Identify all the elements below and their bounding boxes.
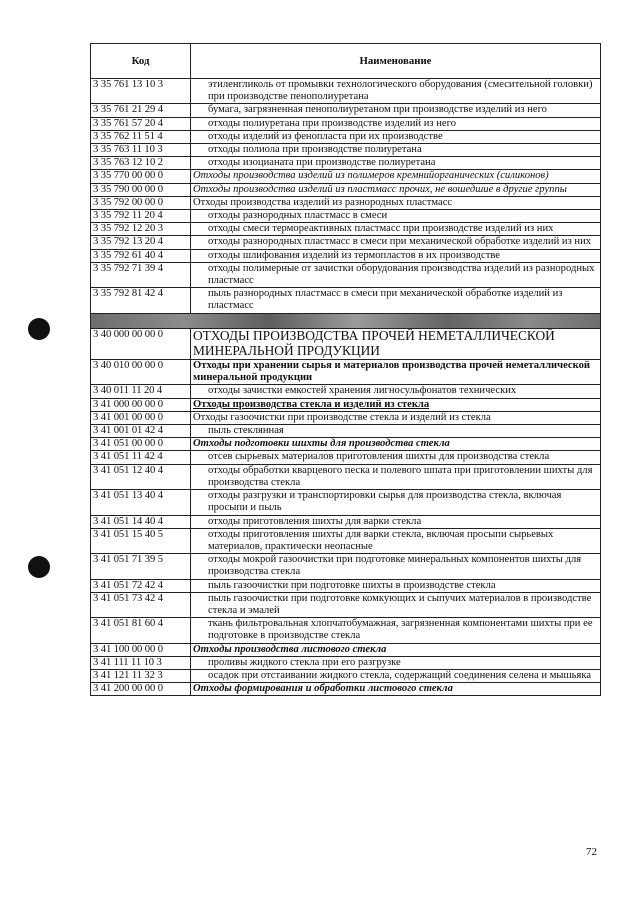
row-name [191, 438, 601, 451]
row-name-text: проливы жидкого стекла при его разгрузке [208, 656, 401, 668]
row-name-text: Отходы производства изделий из разнородных пластмасс [193, 196, 453, 208]
row-code: 3 41 001 01 42 4 [91, 425, 191, 438]
row-name-text: отходы разнородных пластмасс в смеси при механической обработке изделий из них [208, 236, 592, 248]
row-code: 3 35 770 00 00 0 [91, 170, 191, 183]
row-name [191, 618, 601, 643]
row-name-text: отходы полиуретана при производстве изделий из него [208, 117, 457, 129]
row-code: 3 35 790 00 00 0 [91, 183, 191, 196]
table-row [91, 528, 601, 553]
table-row [91, 579, 601, 592]
row-name-text: отходы разгрузки и транспортировки сырья для производства стекла, включая просыпи и пыль [208, 490, 562, 514]
row-name [191, 117, 601, 130]
row-name [191, 411, 601, 424]
table-row [91, 554, 601, 579]
table-row [91, 438, 601, 451]
table-row [91, 683, 601, 696]
table-row [91, 288, 601, 313]
row-name-text: Отходы производства стекла и изделий из стекла [193, 398, 430, 410]
row-name [191, 528, 601, 553]
row-code: 3 41 051 71 39 5 [91, 554, 191, 579]
row-name [191, 385, 601, 398]
row-name [191, 669, 601, 682]
row-name [191, 515, 601, 528]
row-name-text: отходы изделий из фенопласта при их производстве [208, 130, 443, 142]
row-code: 3 35 792 12 20 3 [91, 223, 191, 236]
table-row [91, 398, 601, 411]
row-name-text: отходы полимерные от зачистки оборудования производства изделий из разнородных пластмасс [208, 262, 595, 287]
table-row [91, 210, 601, 223]
row-name-text: Отходы производства изделий из пластмасс прочих, не вошедшие в другие группы [193, 183, 567, 195]
row-name-text: пыль газоочистки при подготовке шихты в производстве стекла [208, 579, 496, 591]
table-row [91, 236, 601, 249]
row-name-text: Отходы производства листового стекла [193, 643, 387, 655]
row-name [191, 249, 601, 262]
row-code: 3 41 051 11 42 4 [91, 451, 191, 464]
row-code: 3 35 792 13 20 4 [91, 236, 191, 249]
row-code: 3 41 051 12 40 4 [91, 464, 191, 489]
row-code: 3 41 051 14 40 4 [91, 515, 191, 528]
row-name-text: ткань фильтровальная хлопчатобумажная, загрязненная компонентами шихты при ее подготовке в производстве стекла [208, 618, 593, 642]
table-row [91, 262, 601, 287]
table-separator-band [91, 313, 601, 328]
row-name-text: Отходы подготовки шихты для производства стекла [193, 438, 450, 450]
row-name-text: бумага, загрязненная пенополиуретаном при производстве изделий из него [208, 104, 547, 116]
row-name [191, 130, 601, 143]
table-row [91, 79, 601, 104]
row-code: 3 41 111 11 10 3 [91, 656, 191, 669]
row-name-text: пыль газоочистки при подготовке комкующих и сыпучих материалов в производстве стекла и эмалей [208, 592, 592, 616]
row-name [191, 398, 601, 411]
table-row [91, 592, 601, 617]
table-row [91, 643, 601, 656]
table-row [91, 360, 601, 385]
row-name [191, 425, 601, 438]
table-row [91, 183, 601, 196]
row-name [191, 183, 601, 196]
row-code: 3 40 011 11 20 4 [91, 385, 191, 398]
separator-cell [91, 313, 601, 328]
row-code: 3 35 792 11 20 4 [91, 210, 191, 223]
row-name [191, 328, 601, 359]
row-name [191, 360, 601, 385]
row-code: 3 41 100 00 00 0 [91, 643, 191, 656]
row-code: 3 41 051 15 40 5 [91, 528, 191, 553]
row-name [191, 592, 601, 617]
row-name [191, 157, 601, 170]
row-name [191, 104, 601, 117]
waste-classification-table [90, 43, 601, 696]
row-name [191, 683, 601, 696]
row-name-text: пыль стеклянная [208, 425, 284, 437]
row-name-text: отходы смеси термореактивных пластмасс при производстве изделий из них [208, 223, 554, 235]
row-code: 3 35 792 71 39 4 [91, 262, 191, 287]
row-name [191, 170, 601, 183]
table-row [91, 249, 601, 262]
row-code: 3 41 051 00 00 0 [91, 438, 191, 451]
row-code: 3 40 010 00 00 0 [91, 360, 191, 385]
row-name-text: отходы разнородных пластмасс в смеси [208, 210, 388, 222]
row-code: 3 41 051 13 40 4 [91, 490, 191, 515]
table-row [91, 104, 601, 117]
table-row [91, 157, 601, 170]
row-name [191, 288, 601, 313]
row-name [191, 223, 601, 236]
row-name-text: отходы мокрой газоочистки при подготовке минеральных компонентов шихты для производства стекла [208, 554, 582, 578]
row-code: 3 41 051 72 42 4 [91, 579, 191, 592]
row-name-text: Отходы газоочистки при производстве стекла и изделий из стекла [193, 411, 491, 423]
row-name-text: отходы изоцианата при производстве полиуретана [208, 157, 436, 169]
table-row [91, 515, 601, 528]
punch-hole-top [28, 318, 50, 340]
row-code: 3 35 761 13 10 3 [91, 79, 191, 104]
row-name [191, 79, 601, 104]
row-name [191, 643, 601, 656]
row-name-text: Отходы при хранении сырья и материалов производства прочей неметаллической минеральной продукции [193, 360, 590, 384]
row-name [191, 490, 601, 515]
table-row [91, 464, 601, 489]
row-name-text: отходы обработки кварцевого песка и полевого шпата при приготовлении шихты для производства стекла [208, 464, 593, 488]
row-name-text: отходы приготовления шихты для варки стекла, включая просыпи сырьевых материалов, практически неопасные [208, 528, 554, 552]
table-row [91, 656, 601, 669]
row-code: 3 35 762 11 51 4 [91, 130, 191, 143]
table-row [91, 196, 601, 209]
table-row [91, 618, 601, 643]
row-code: 3 41 121 11 32 3 [91, 669, 191, 682]
punch-hole-bottom [28, 556, 50, 578]
row-code: 3 35 761 57 20 4 [91, 117, 191, 130]
row-name-text: отходы шлифования изделий из термопластов в их производстве [208, 249, 500, 261]
row-name-text: ОТХОДЫ ПРОИЗВОДСТВА ПРОЧЕЙ НЕМЕТАЛЛИЧЕСКОЙ МИНЕРАЛЬНОЙ ПРОДУКЦИИ [193, 328, 555, 358]
row-code: 3 35 761 21 29 4 [91, 104, 191, 117]
table-header-row [91, 44, 601, 79]
table-row [91, 385, 601, 398]
row-name [191, 554, 601, 579]
row-code: 3 35 792 00 00 0 [91, 196, 191, 209]
row-name-text: отсев сырьевых материалов приготовления шихты для производства стекла [208, 451, 550, 463]
row-code: 3 35 792 81 42 4 [91, 288, 191, 313]
row-name [191, 262, 601, 287]
row-name-text: Отходы формирования и обработки листового стекла [193, 683, 453, 695]
row-name-text: пыль разнородных пластмасс в смеси при механической обработке изделий из пластмасс [208, 288, 563, 312]
row-code: 3 41 051 81 60 4 [91, 618, 191, 643]
row-name [191, 236, 601, 249]
row-name-text: отходы зачистки емкостей хранения лигносульфонатов технических [208, 385, 517, 397]
row-code: 3 41 001 00 00 0 [91, 411, 191, 424]
row-name [191, 579, 601, 592]
page-number: 72 [586, 846, 597, 858]
table-row [91, 451, 601, 464]
row-name-text: отходы приготовления шихты для варки стекла [208, 515, 422, 527]
row-code: 3 35 763 11 10 3 [91, 144, 191, 157]
header-code: Код [91, 44, 191, 79]
table-row [91, 130, 601, 143]
row-name-text: осадок при отстаивании жидкого стекла, содержащий соединения селена и мышьяка [208, 669, 592, 681]
row-name-text: этиленгликоль от промывки технологического оборудования (смесительной головки) при производстве пенополиуретана [208, 79, 593, 103]
row-name-text: отходы полиола при производстве полиуретана [208, 144, 422, 156]
row-code: 3 41 051 73 42 4 [91, 592, 191, 617]
row-code: 3 35 792 61 40 4 [91, 249, 191, 262]
row-code: 3 41 000 00 00 0 [91, 398, 191, 411]
table-row [91, 425, 601, 438]
table-row [91, 144, 601, 157]
table-row [91, 328, 601, 359]
table-row [91, 170, 601, 183]
row-name [191, 210, 601, 223]
header-name: Наименование [191, 44, 601, 79]
table-body [91, 79, 601, 696]
table-row [91, 669, 601, 682]
row-name [191, 464, 601, 489]
row-name-text: Отходы производства изделий из полимеров кремнийорганических (силиконов) [193, 170, 549, 182]
table-row [91, 223, 601, 236]
row-code: 3 35 763 12 10 2 [91, 157, 191, 170]
table-row [91, 490, 601, 515]
row-name [191, 196, 601, 209]
row-name [191, 144, 601, 157]
row-code: 3 40 000 00 00 0 [91, 328, 191, 359]
row-name [191, 656, 601, 669]
row-code: 3 41 200 00 00 0 [91, 683, 191, 696]
table-row [91, 117, 601, 130]
table-row [91, 411, 601, 424]
row-name [191, 451, 601, 464]
